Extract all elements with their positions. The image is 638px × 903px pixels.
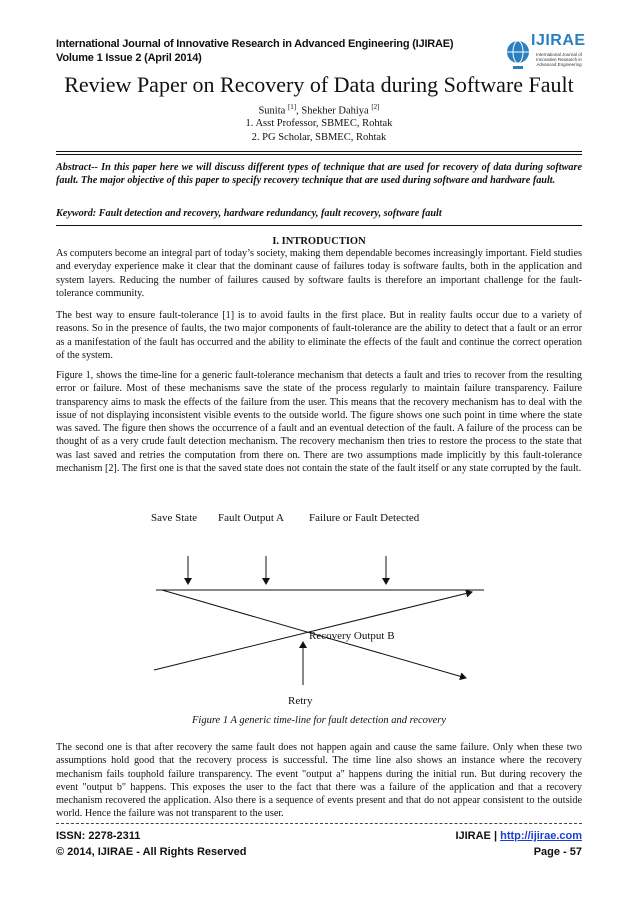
figure-caption: Figure 1 A generic time-line for fault detection and recovery: [192, 715, 446, 726]
paper-title: Review Paper on Recovery of Data during Software Fault: [64, 72, 574, 97]
page-number: Page - 57: [533, 846, 582, 858]
author-2-mark: [2]: [371, 103, 380, 111]
label-retry: Retry: [288, 695, 313, 707]
affiliation-2: 2. PG Scholar, SBMEC, Rohtak: [251, 132, 387, 143]
label-fault-detected: Failure or Fault Detected: [309, 512, 420, 524]
paragraph-3: Figure 1, shows the time-line for a generic fault-tolerance mechanism that detects a fault and tries to recover from the resulting error or failure. Most of these mechanisms save the state of the process regularly to maintain failure transparency. Failure transparency aims to mask the effects of the failure from the user. This means that the recovery mechanism has to deal with the issue of not displaying inconsistent visible events to the outside world. The figure shows one such point in time where the state was saved. The figure then shows the occurrence of a fault and an eventual detection of the fault. A failure of the process can be thought of as a very crude fault detection mechanism. The recovery mechanism then tries to restore the process to the state that was last saved and retries the computation from there on. There are two assumptions made implicitly by this fault-tolerance mechanism [2]. The first one is that the saved state does not contain the state of the fault itself or any state corrupted by the fault.: [56, 370, 582, 475]
affiliation-1: 1. Asst Professor, SBMEC, Rohtak: [245, 118, 393, 129]
authors-line: [0, 103, 638, 117]
logo-word: IJIRAE: [531, 32, 586, 49]
footer-copyright: © 2014, IJIRAE - All Rights Reserved: [56, 846, 247, 858]
paragraph-1: As computers become an integral part of today’s society, making them dependable becomes increasingly important. Field studies and everyday experience make it clear that the dominant cause of failures today is software faults, both in the application and system layers. Reducing the number of failures caused by software faults is therefore an important challenge for the fault-tolerance community.: [56, 248, 582, 299]
author-1: Sunita: [258, 105, 286, 117]
footer-journal: [455, 830, 582, 842]
paragraph-2: The best way to ensure fault-tolerance [1] is to avoid faults in the first place. But in reality faults occur due to a variety of reasons. So in the presence of faults, the two major components of fault-tolerance are the ability to detect that a fault or an error as a manifestation of the fault has occurred and the ability to eliminate the effects of the fault and continue the correct operation of the system.: [56, 310, 582, 361]
label-fault-output-a: Fault Output A: [218, 512, 285, 524]
abstract: Abstract-- In this paper here we will discuss different types of technique that are used for recovery of data during software fault. The major objective of this paper to specify recovery technique that are used during software and hardware fault.: [56, 162, 582, 186]
retry-line-up: [154, 592, 472, 670]
author-2: , Shekher Dahiya: [296, 105, 369, 117]
journal-name: International Journal of Innovative Research in Advanced Engineering (IJIRAE): [56, 38, 454, 50]
footer-issn: ISSN: 2278-2311: [56, 830, 141, 842]
timeline-diagram: [56, 500, 582, 700]
divider-footer: [56, 823, 582, 824]
journal-url-link[interactable]: http://ijirae.com: [500, 830, 582, 842]
timeline-figure: [56, 500, 582, 730]
label-recovery-output-b: Recovery Output B: [309, 630, 395, 642]
footer-journal-short: IJIRAE |: [455, 830, 501, 842]
keywords: Keyword: Fault detection and recovery, hardware redundancy, fault recovery, software fault: [56, 208, 442, 219]
globe-icon: [505, 32, 531, 76]
logo-subtitle: International Journal of Innovative Research in Advanced Engineering: [536, 52, 582, 67]
section-heading: I. INTRODUCTION: [272, 236, 366, 247]
divider-keywords: [56, 225, 582, 226]
paragraph-4: The second one is that after recovery the same fault does not happen again and cause the same failure. Only when these two assumptions hold good that the recovery process is successful. The time line also shows an instance where the recovery mechanism fails touphold failure transparency. The event "output a" happens during the initial run. But during recovery the event "output b" happens. This exposes the user to the fact that there was a failure of the application and that a recovery mechanism recovered the application. Also there is a sequence of events present and that do not appear consistent to the outside world. Hence the failure was not transparent to the user.: [56, 742, 582, 820]
label-save-state: Save State: [151, 512, 198, 524]
divider-top-2: [56, 154, 582, 155]
journal-volume: Volume 1 Issue 2 (April 2014): [56, 52, 202, 64]
divider-top: [56, 151, 582, 152]
recovery-line-down: [162, 590, 466, 678]
author-1-mark: [1]: [287, 103, 297, 111]
